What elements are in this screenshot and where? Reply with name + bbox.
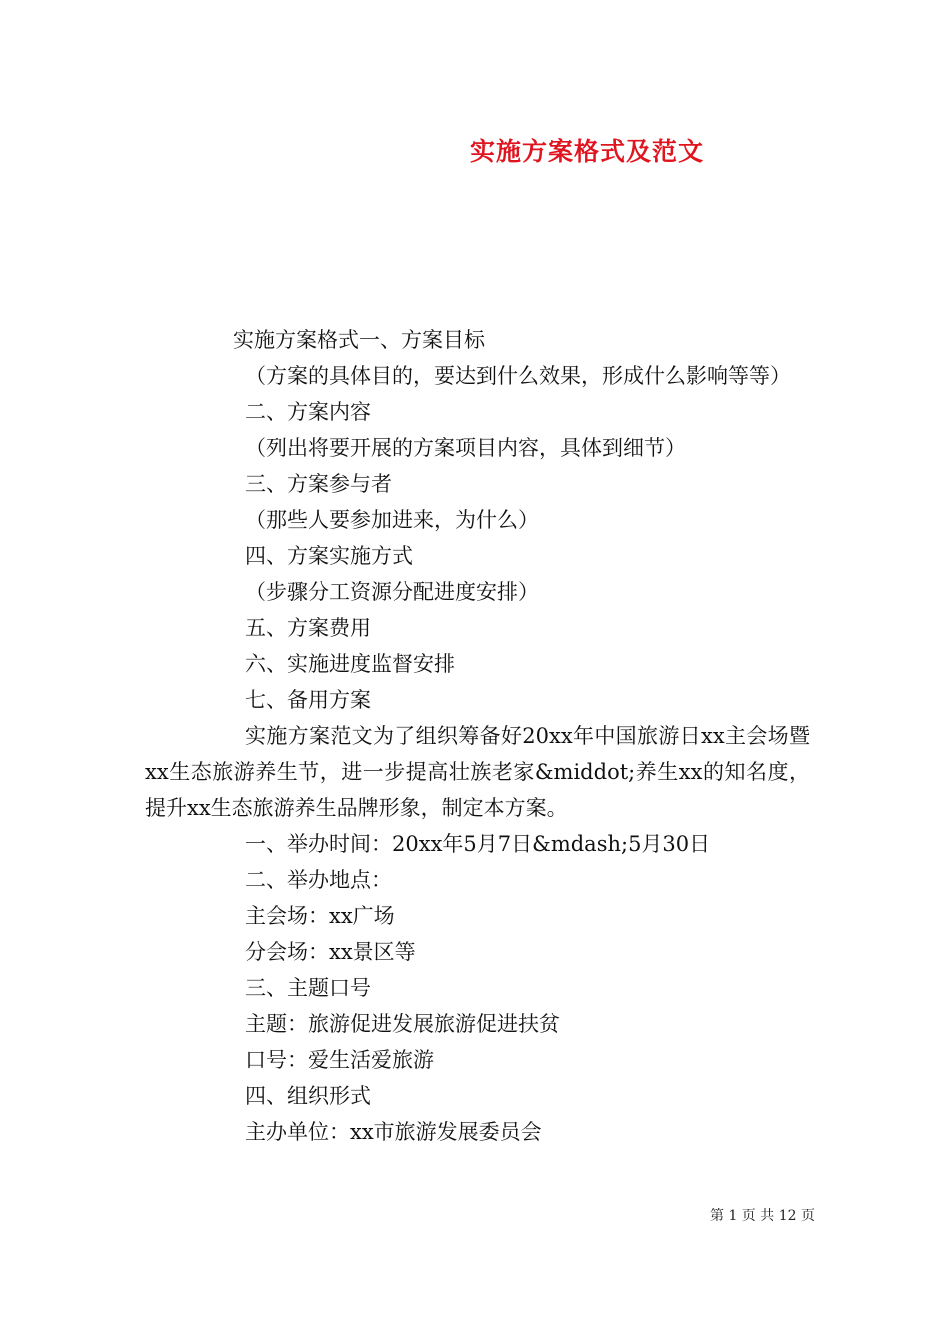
paragraph-theme: 主题：旅游促进发展旅游促进扶贫: [245, 1012, 560, 1036]
paragraph-main-venue: 主会场：xx广场: [245, 904, 395, 928]
document-title: 实施方案格式及范文: [470, 137, 705, 166]
paragraph-backup-plan: 七、备用方案: [245, 688, 371, 712]
paragraph-plan-content: 二、方案内容: [245, 400, 371, 424]
paragraph-host-unit: 主办单位：xx市旅游发展委员会: [245, 1120, 542, 1144]
paragraph-theme-slogan: 三、主题口号: [245, 976, 371, 1000]
paragraph-plan-cost: 五、方案费用: [245, 616, 371, 640]
paragraph-event-time: 一、举办时间：20xx年5月7日&mdash;5月30日: [245, 832, 711, 856]
page-number-footer: 第 1 页 共 12 页: [710, 1208, 815, 1224]
paragraph-method-note: （步骤分工资源分配进度安排）: [245, 580, 539, 604]
paragraph-plan-format-goal: 实施方案格式一、方案目标: [233, 328, 485, 352]
paragraph-implementation-method: 四、方案实施方式: [245, 544, 413, 568]
paragraph-participants: 三、方案参与者: [245, 472, 392, 496]
paragraph-progress-supervision: 六、实施进度监督安排: [245, 652, 455, 676]
paragraph-slogan: 口号：爱生活爱旅游: [245, 1048, 434, 1072]
document-body: [145, 322, 810, 1150]
paragraph-event-location: 二、举办地点：: [245, 868, 392, 892]
paragraph-goal-note: （方案的具体目的，要达到什么效果，形成什么影响等等）: [245, 364, 791, 388]
paragraph-content-note: （列出将要开展的方案项目内容，具体到细节）: [245, 436, 686, 460]
paragraph-participants-note: （那些人要参加进来，为什么）: [245, 508, 539, 532]
paragraph-sub-venue: 分会场：xx景区等: [245, 940, 416, 964]
paragraph-sample-intro: 实施方案范文为了组织筹备好20xx年中国旅游日xx主会场暨xx生态旅游养生节，进一步提高壮族老家&middot;养生xx的知名度，提升xx生态旅游养生品牌形象，制定本方案。: [145, 724, 810, 820]
paragraph-organization-form: 四、组织形式: [245, 1084, 371, 1108]
